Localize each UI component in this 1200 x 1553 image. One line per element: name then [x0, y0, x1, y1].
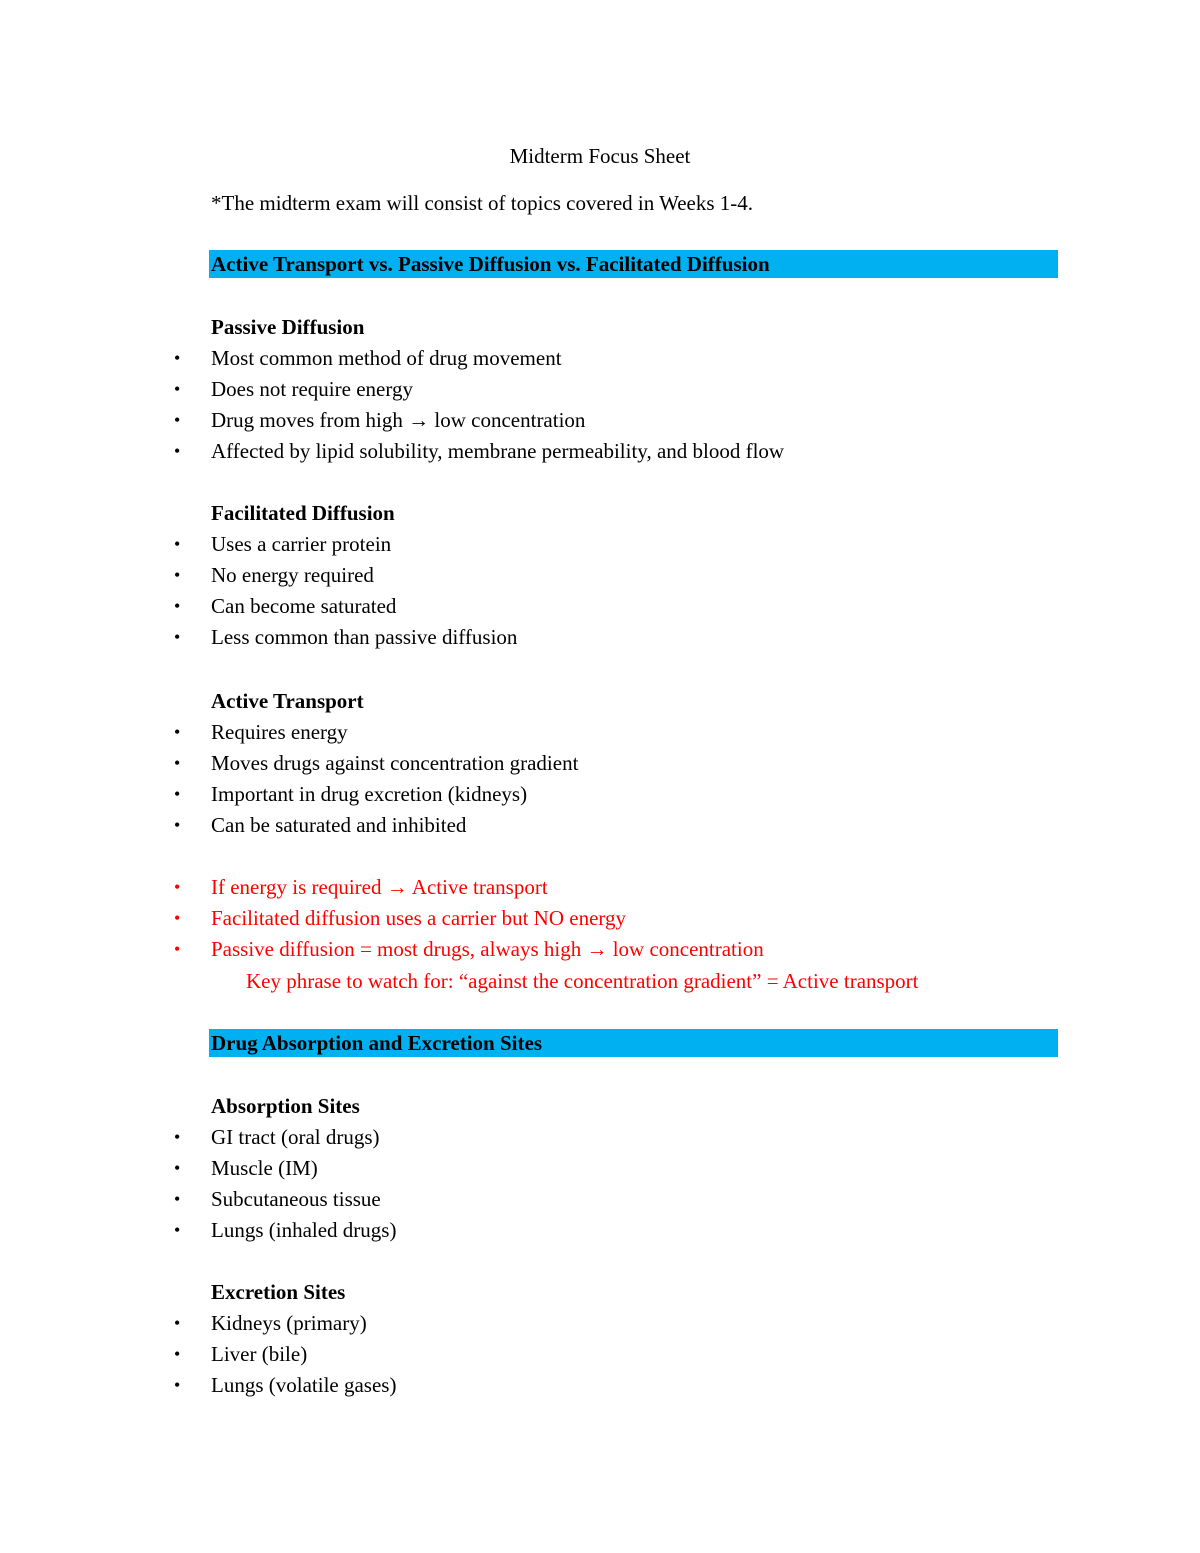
- subheading-passive-diffusion: Passive Diffusion: [211, 315, 365, 339]
- bullet-icon: •: [174, 534, 181, 554]
- document-title: Midterm Focus Sheet: [509, 144, 691, 168]
- bullet-icon: •: [174, 348, 181, 368]
- bullet-icon: •: [174, 784, 181, 804]
- subheading-active-transport: Active Transport: [211, 689, 364, 713]
- subheading-absorption-sites: Absorption Sites: [211, 1094, 360, 1118]
- bullet-icon: •: [174, 1189, 181, 1209]
- key-phrase-note: Key phrase to watch for: “against the concentration gradient” = Active transport: [246, 969, 919, 993]
- bullet-icon: •: [174, 722, 181, 742]
- section-heading-band: [209, 250, 1058, 278]
- bullet-icon: •: [174, 410, 181, 430]
- bullet-icon: •: [174, 1375, 181, 1395]
- bullet-icon: •: [174, 379, 181, 399]
- intro-note: *The midterm exam will consist of topics covered in Weeks 1-4.: [211, 191, 754, 215]
- bullet-icon: •: [174, 877, 181, 897]
- bullet-icon: •: [174, 815, 181, 835]
- subheading-excretion-sites: Excretion Sites: [211, 1280, 346, 1304]
- subheading-facilitated-diffusion: Facilitated Diffusion: [211, 501, 395, 525]
- section-heading-band: [209, 1029, 1058, 1057]
- section-heading: Drug Absorption and Excretion Sites: [211, 1031, 542, 1055]
- document-page: Midterm Focus Sheet *The midterm exam will consist of topics covered in Weeks 1-4. Active Transport vs. Passive Diffusion vs. Facilitated Diffusion Passive Diffusion • Most common method of drug movement • Does not require energy • Drug moves from high → low concentration • Affected by lipid solubility, membrane permeability, and blood flow Facilitated Diffusion • Uses a carrier protein • No energy required • Can become saturated • Less common than passive diffusion Active Transport • Requires energy • Moves drugs against concentration gradient • Important in drug excretion (kidneys) • Can be saturated and inhibited • If energy is required → Active transport • Facilitated diffusion uses a carrier but NO energy • Passive diffusion = most drugs, always high → low concentration Key phrase to watch for: “against the concentration gradient” = Active transport Drug Absorption and Excretion Sites Absorption Sites • GI tract (oral drugs) • Muscle (IM) • Subcutaneous tissue • Lungs (inhaled drugs) Excretion Sites • Kidneys (primary) • Liver (bile) • Lungs (volatile gases): [0, 0, 1200, 1553]
- bullet-icon: •: [174, 1158, 181, 1178]
- bullet-icon: •: [174, 1344, 181, 1364]
- bullet-icon: •: [174, 441, 181, 461]
- bullet-icon: •: [174, 565, 181, 585]
- bullet-icon: •: [174, 1220, 181, 1240]
- bullet-icon: •: [174, 1127, 181, 1147]
- bullet-icon: •: [174, 939, 181, 959]
- bullet-icon: •: [174, 627, 181, 647]
- bullet-icon: •: [174, 1313, 181, 1333]
- bullet-icon: •: [174, 908, 181, 928]
- section-heading: Active Transport vs. Passive Diffusion vs. Facilitated Diffusion: [211, 252, 770, 276]
- bullet-icon: •: [174, 753, 181, 773]
- bullet-icon: •: [174, 596, 181, 616]
